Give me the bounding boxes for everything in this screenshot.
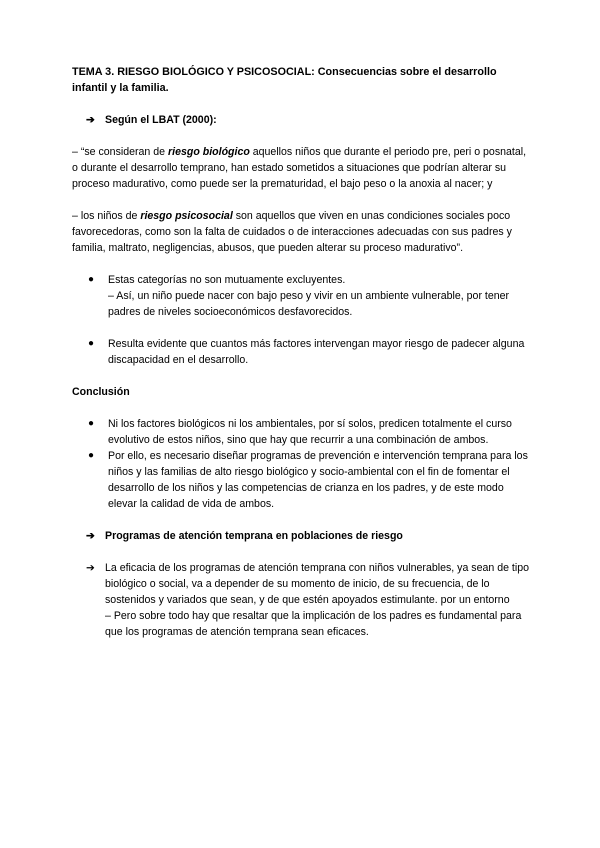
title-line-2: infantil y la familia. [72, 82, 169, 94]
arrow-icon: ➔ [86, 562, 95, 574]
title-line-1: TEMA 3. RIESGO BIOLÓGICO Y PSICOSOCIAL: Consecuencias sobre el desarrollo [72, 66, 497, 78]
programs-text: La eficacia de los programas de atención temprana con niños vulnerables, ya sean de tipo biológico o social, va a depender de su momento de inicio, de su frecuencia, de lo sostenidos y variados que sean, y de que estén apoyados estimulante. por un entorno [105, 562, 530, 606]
list-item [88, 336, 532, 368]
list-item-text: Ni los factores biológicos ni los ambientales, por sí solos, predicen totalmente el curso evolutivo de estos niños, sino que hay que recurrir a una combinación de ambos. [108, 418, 512, 446]
definition-biological [72, 144, 532, 192]
list-item-text: Por ello, es necesario diseñar programas de prevención e intervención temprana para los niños y las familias de alto riesgo biológico y socio-ambiental con el fin de fomentar el desarrollo de los niños y las competencias de crianza en los padres, y de este modo elevar la calidad de vida de ambos. [108, 450, 528, 510]
list-item [88, 272, 532, 320]
document-title [72, 64, 532, 96]
b1-line1: Estas categorías no son mutuamente excluyentes. [108, 274, 346, 286]
document-page [72, 64, 532, 640]
bullet-icon: ● [88, 450, 95, 461]
def2-suffix: son aquellos que viven en unas condiciones sociales poco favorecedoras, como son la falta de cuidados o de interacciones adecuadas con sus padres y familia, maltrato, negligencias, abusos, que pueden alterar su proceso madurativo”. [72, 210, 512, 254]
list-item-text [108, 272, 532, 320]
lbat-heading [86, 112, 532, 128]
bullet-icon: ● [88, 418, 95, 429]
programs-paragraph-text [105, 560, 532, 640]
programs-heading-text: Programas de atención temprana en poblaciones de riesgo [105, 530, 403, 542]
def1-prefix: – “se consideran de [72, 146, 168, 158]
arrow-icon: ➔ [86, 114, 95, 126]
list-item-text: Resulta evidente que cuantos más factores intervengan mayor riesgo de padecer alguna discapacidad en el desarrollo. [108, 338, 525, 366]
bullets-categories [72, 272, 532, 368]
bullet-icon: ● [88, 274, 95, 285]
def2-prefix: – los niños de [72, 210, 141, 222]
list-item [88, 416, 532, 448]
def1-term: riesgo biológico [168, 146, 250, 158]
def1-suffix: aquellos niños que durante el periodo pre, peri o posnatal, o durante el desarrollo temprano, han estado sometidos a situaciones que podrían alterar su proceso madurativo, como puede ser la prematuridad, el bajo peso o la anoxia al nacer; y [72, 146, 527, 190]
definition-psychosocial [72, 208, 532, 256]
list-item [88, 448, 532, 512]
bullet-icon: ● [88, 338, 95, 349]
def2-term: riesgo psicosocial [140, 210, 233, 222]
b1-line2: – Así, un niño puede nacer con bajo peso y vivir en un ambiente vulnerable, por tener padres de niveles socioeconómicos desfavorecidos. [108, 290, 510, 318]
bullets-conclusion [72, 416, 532, 512]
lbat-heading-text: Según el LBAT (2000): [105, 114, 217, 126]
conclusion-heading: Conclusión [72, 386, 130, 398]
programs-heading [86, 528, 532, 544]
programs-paragraph [86, 560, 532, 640]
arrow-icon: ➔ [86, 530, 95, 542]
programs-extra: – Pero sobre todo hay que resaltar que la implicación de los padres es fundamental para que los programas de atención temprana sean eficaces. [105, 610, 522, 638]
